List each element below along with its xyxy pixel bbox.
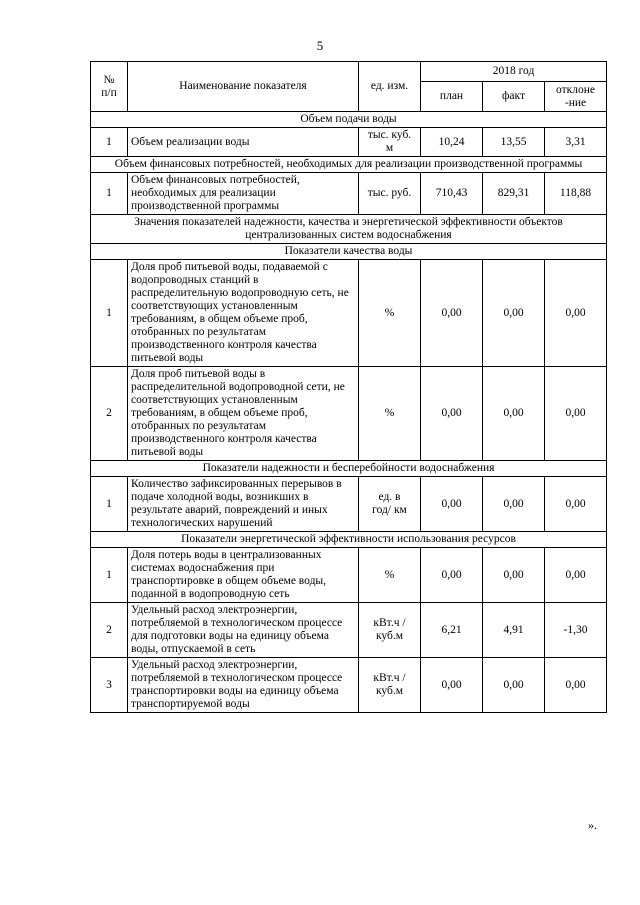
section-row [91, 112, 607, 128]
header-plan: план [421, 82, 483, 112]
row-deviation: 118,88 [545, 173, 607, 215]
row-number: 2 [91, 367, 128, 461]
table-row [91, 260, 607, 367]
table-row [91, 603, 607, 658]
row-plan: 0,00 [421, 548, 483, 603]
row-deviation: 0,00 [545, 367, 607, 461]
section-row [91, 461, 607, 477]
section-row [91, 215, 607, 244]
table-row [91, 658, 607, 713]
header-year: 2018 год [421, 62, 607, 82]
section-title: Показатели надежности и бесперебойности водоснабжения [91, 461, 607, 477]
row-plan: 0,00 [421, 260, 483, 367]
row-unit: ед. в год/ км [359, 477, 421, 532]
section-row [91, 532, 607, 548]
row-plan: 6,21 [421, 603, 483, 658]
row-unit: % [359, 260, 421, 367]
row-plan: 10,24 [421, 128, 483, 157]
row-number: 2 [91, 603, 128, 658]
row-plan: 710,43 [421, 173, 483, 215]
row-number: 1 [91, 173, 128, 215]
row-fact: 13,55 [483, 128, 545, 157]
row-deviation: 0,00 [545, 658, 607, 713]
row-deviation: -1,30 [545, 603, 607, 658]
header-name: Наименование показателя [128, 62, 359, 112]
page-number: 5 [316, 38, 324, 53]
row-number: 1 [91, 477, 128, 532]
row-deviation: 0,00 [545, 260, 607, 367]
section-title: Объем подачи воды [91, 112, 607, 128]
row-deviation: 0,00 [545, 477, 607, 532]
row-fact: 0,00 [483, 477, 545, 532]
table-row [91, 367, 607, 461]
row-name: Удельный расход электроэнергии, потребляемой в технологическом процессе для подготовки воды на единицу объема воды, отпускаемой в сеть [128, 603, 359, 658]
row-unit: тыс. куб. м [359, 128, 421, 157]
row-name: Объем реализации воды [128, 128, 359, 157]
header-deviation: отклоне -ние [545, 82, 607, 112]
section-title: Объем финансовых потребностей, необходимых для реализации производственной программы [91, 157, 607, 173]
row-number: 1 [91, 128, 128, 157]
row-unit: % [359, 548, 421, 603]
row-name: Количество зафиксированных перерывов в подаче холодной воды, возникших в результате аварий, повреждений и иных технологических нарушений [128, 477, 359, 532]
row-unit: кВт.ч / куб.м [359, 603, 421, 658]
row-fact: 0,00 [483, 260, 545, 367]
row-name: Доля проб питьевой воды, подаваемой с водопроводных станций в распределительную водопроводную сеть, не соответствующих установленным требованиям, в общем объеме проб, отобранных по результатам производственного контроля качества питьевой воды [128, 260, 359, 367]
row-plan: 0,00 [421, 658, 483, 713]
table-row [91, 173, 607, 215]
table-row [91, 128, 607, 157]
row-name: Объем финансовых потребностей, необходимых для реализации производственной программы [128, 173, 359, 215]
indicators-table [90, 61, 607, 713]
header-unit: ед. изм. [359, 62, 421, 112]
row-fact: 0,00 [483, 367, 545, 461]
row-number: 3 [91, 658, 128, 713]
header-fact: факт [483, 82, 545, 112]
row-fact: 4,91 [483, 603, 545, 658]
row-fact: 0,00 [483, 548, 545, 603]
indicators-table-body [91, 62, 607, 713]
row-plan: 0,00 [421, 367, 483, 461]
row-unit: кВт.ч / куб.м [359, 658, 421, 713]
section-row [91, 157, 607, 173]
row-name: Доля потерь воды в централизованных системах водоснабжения при транспортировке в общем объеме воды, поданной в водопроводную сеть [128, 548, 359, 603]
row-deviation: 3,31 [545, 128, 607, 157]
header-num: № п/п [91, 62, 128, 112]
row-plan: 0,00 [421, 477, 483, 532]
row-name: Доля проб питьевой воды в распределительной водопроводной сети, не соответствующих установленным требованиям, в общем объеме проб, отобранных по результатам производственного контроля качества питьевой воды [128, 367, 359, 461]
row-unit: % [359, 367, 421, 461]
section-row [91, 244, 607, 260]
row-number: 1 [91, 548, 128, 603]
closing-mark: ». [588, 818, 597, 832]
row-unit: тыс. руб. [359, 173, 421, 215]
section-title: Показатели энергетической эффективности использования ресурсов [91, 532, 607, 548]
row-fact: 0,00 [483, 658, 545, 713]
section-title: Показатели качества воды [91, 244, 607, 260]
section-title: Значения показателей надежности, качества и энергетической эффективности объектов централизованных систем водоснабжения [91, 215, 607, 244]
row-fact: 829,31 [483, 173, 545, 215]
row-name: Удельный расход электроэнергии, потребляемой в технологическом процессе транспортировки воды на единицу объема транспортируемой воды [128, 658, 359, 713]
table-row [91, 548, 607, 603]
header-row-top [91, 62, 607, 82]
row-deviation: 0,00 [545, 548, 607, 603]
table-row [91, 477, 607, 532]
row-number: 1 [91, 260, 128, 367]
